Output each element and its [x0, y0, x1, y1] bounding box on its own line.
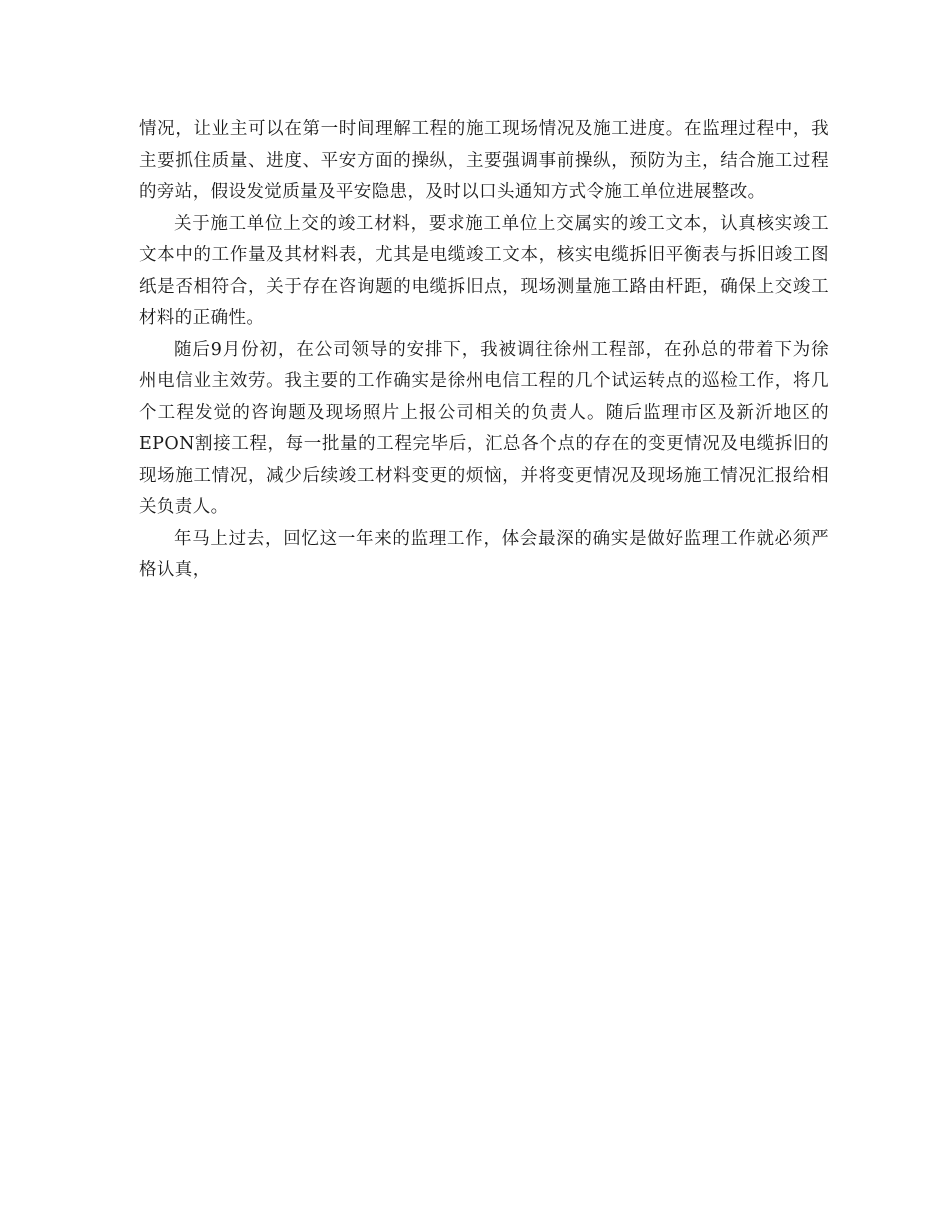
- paragraph-xuzhou-assignment: 随后9月份初，在公司领导的安排下，我被调往徐州工程部，在孙总的带着下为徐州电信业主效劳。我主要的工作确实是徐州电信工程的几个试运转点的巡检工作，将几个工程发觉的咨询题及现场照片上报公司相关的负责人。随后监理市区及新沂地区的EPON割接工程，每一批量的工程完毕后，汇总各个点的存在的变更情况及电缆拆旧的现场施工情况，减少后续竣工材料变更的烦恼，并将变更情况及现场施工情况汇报给相关负责人。: [139, 339, 829, 517]
- paragraph-completion-materials: 关于施工单位上交的竣工材料，要求施工单位上交属实的竣工文本，认真核实竣工文本中的工作量及其材料表，尤其是电缆竣工文本，核实电缆拆旧平衡表与拆旧竣工图纸是否相符合，关于存在咨询题的电缆拆旧点，现场测量施工路由杆距，确保上交竣工材料的正确性。: [139, 213, 829, 328]
- paragraph-continuation: 情况，让业主可以在第一时间理解工程的施工现场情况及施工进度。在监理过程中，我主要抓住质量、进度、平安方面的操纵，主要强调事前操纵，预防为主，结合施工过程的旁站，假设发觉质量及平安隐患，及时以口头通知方式令施工单位进展整改。: [139, 119, 829, 202]
- paragraph-year-review: 年马上过去，回忆这一年来的监理工作，体会最深的确实是做好监理工作就必须严格认真，: [139, 528, 829, 580]
- body-text: [139, 114, 829, 587]
